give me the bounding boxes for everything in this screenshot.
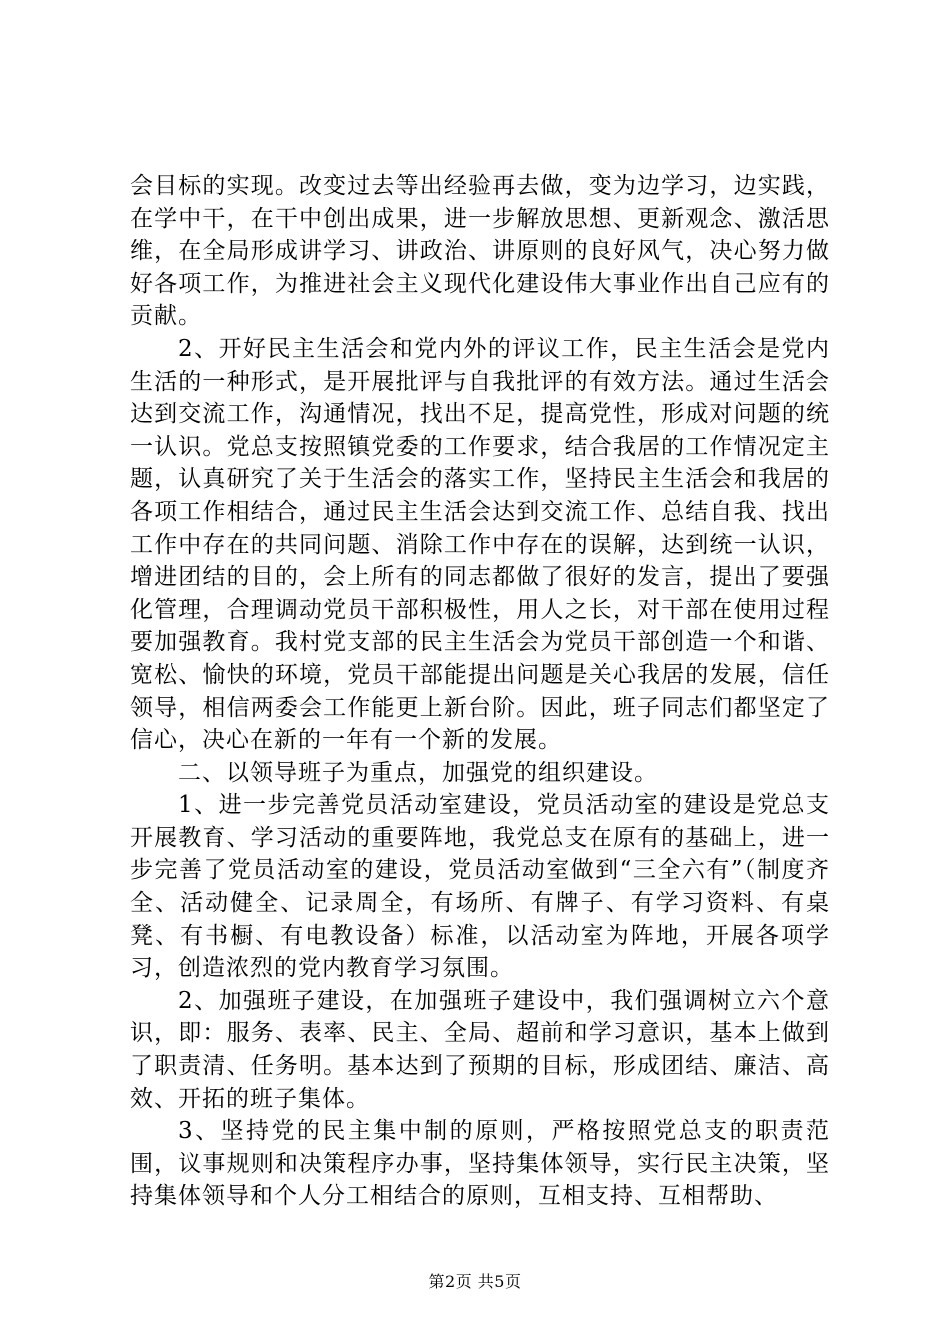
paragraph-democratic-life: 2、开好民主生活会和党内外的评议工作，民主生活会是党内生活的一种形式，是开展批评与自我批评的有效方法。通过生活会达到交流工作，沟通情况，找出不足，提高党性，形成对问题的统一认识。党总支按照镇党委的工作要求，结合我居的工作情况定主题，认真研究了关于生活会的落实工作，坚持民主生活会和我居的各项工作相结合，通过民主生活会达到交流工作、总结自我、找出工作中存在的共同问题、消除工作中存在的误解，达到统一认识，增进团结的目的，会上所有的同志都做了很好的发言，提出了要强化管理，合理调动党员干部积极性，用人之长，对干部在使用过程要加强教育。我村党支部的民主生活会为党员干部创造一个和谐、宽松、愉快的环境，党员干部能提出问题是关心我居的发展，信任领导，相信两委会工作能更上新台阶。因此，班子同志们都坚定了信心，决心在新的一年有一个新的发展。	[130, 335, 830, 754]
paragraph-continuation: 会目标的实现。改变过去等出经验再去做，变为边学习，边实践，在学中干，在干中创出成果，进一步解放思想、更新观念、激活思维，在全局形成讲学习、讲政治、讲原则的良好风气，决心努力做好各项工作，为推进社会主义现代化建设伟大事业作出自己应有的贡献。	[130, 173, 830, 330]
paragraph-team-building: 2、加强班子建设，在加强班子建设中，我们强调树立六个意识，即：服务、表率、民主、全局、超前和学习意识，基本上做到了职责清、任务明。基本达到了预期的目标，形成团结、廉洁、高效、开拓的班子集体。	[130, 987, 830, 1112]
page-number: 第2页 共5页	[428, 1272, 522, 1291]
paragraph-activity-room: 1、进一步完善党员活动室建设，党员活动室的建设是党总支开展教育、学习活动的重要阵地，我党总支在原有的基础上，进一步完善了党员活动室的建设，党员活动室做到“三全六有”（制度齐全、活动健全、记录周全，有场所、有牌子、有学习资料、有桌凳、有书橱、有电教设备）标准，以活动室为阵地，开展各项学习，创造浓烈的党内教育学习氛围。	[130, 792, 830, 982]
body-text	[130, 170, 830, 1213]
paragraph-democratic-centralism: 3、坚持党的民主集中制的原则，严格按照党总支的职责范围，议事规则和决策程序办事，坚持集体领导，实行民主决策，坚持集体领导和个人分工相结合的原则，互相支持、互相帮助、	[130, 1118, 830, 1210]
section-heading-two: 二、以领导班子为重点，加强党的组织建设。	[178, 759, 658, 786]
